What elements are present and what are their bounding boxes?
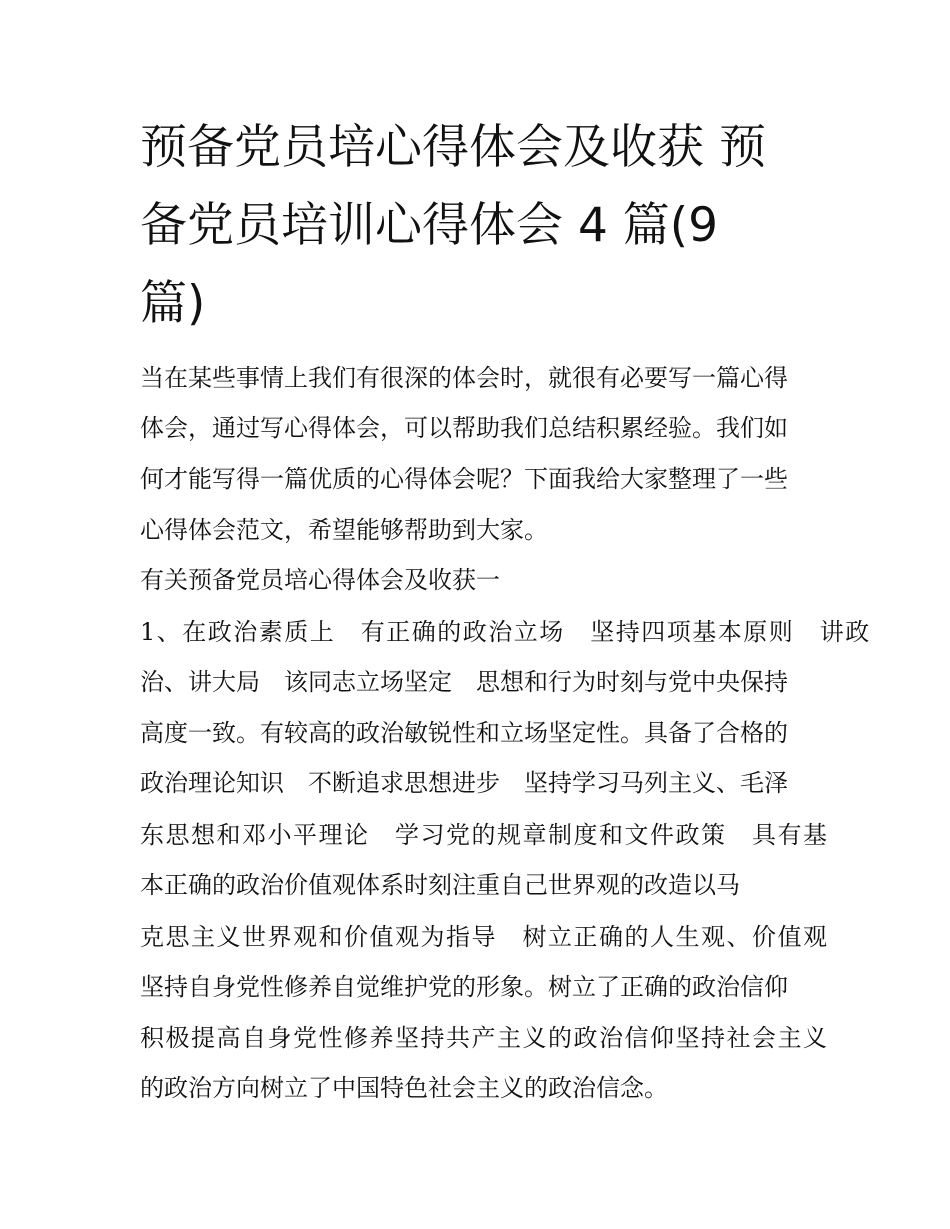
title-line-3: 篇) [140,276,206,331]
body-line-8: 坚持自身党性修养自觉维护党的形象。树立了正确的政治信仰 [140,973,788,1001]
body-line-10: 的政治方向树立了中国特色社会主义的政治信念。 [140,1074,668,1102]
intro-line-1: 当在某些事情上我们有很深的体会时，就很有必要写一篇心得 [140,364,788,392]
body-line-3: 高度一致。有较高的政治敏锐性和立场坚定性。具备了合格的 [140,719,788,747]
intro-line-3: 何才能写得一篇优质的心得体会呢？下面我给大家整理了一些 [140,465,788,493]
body-line-6: 本正确的政治价值观体系时刻注重自己世界观的改造以马 [140,871,740,899]
section-heading: 有关预备党员培心得体会及收获一 [140,566,500,594]
intro-line-2: 体会，通过写心得体会，可以帮助我们总结积累经验。我们如 [140,414,788,442]
intro-line-4: 心得体会范文，希望能够帮助到大家。 [140,516,548,544]
body-line-2: 治、讲大局 该同志立场坚定 思想和行为时刻与党中央保持 [140,668,788,696]
body-line-4: 政治理论知识 不断追求思想进步 坚持学习马列主义、毛泽 [140,769,788,797]
body-line-5: 东思想和邓小平理论 学习党的规章制度和文件政策 具有基 [140,821,829,849]
body-line-1: 1、在政治素质上 有正确的政治立场 坚持四项基本原则 讲政 [140,618,871,646]
title-line-2: 备党员培训心得体会 4 篇(9 [140,198,719,253]
body-line-9: 积极提高自身党性修养坚持共产主义的政治信仰坚持社会主义 [140,1024,829,1052]
title-line-1: 预备党员培心得体会及收获 预 [140,120,766,175]
body-line-7: 克思主义世界观和价值观为指导 树立正确的人生观、价值观 [140,923,829,951]
